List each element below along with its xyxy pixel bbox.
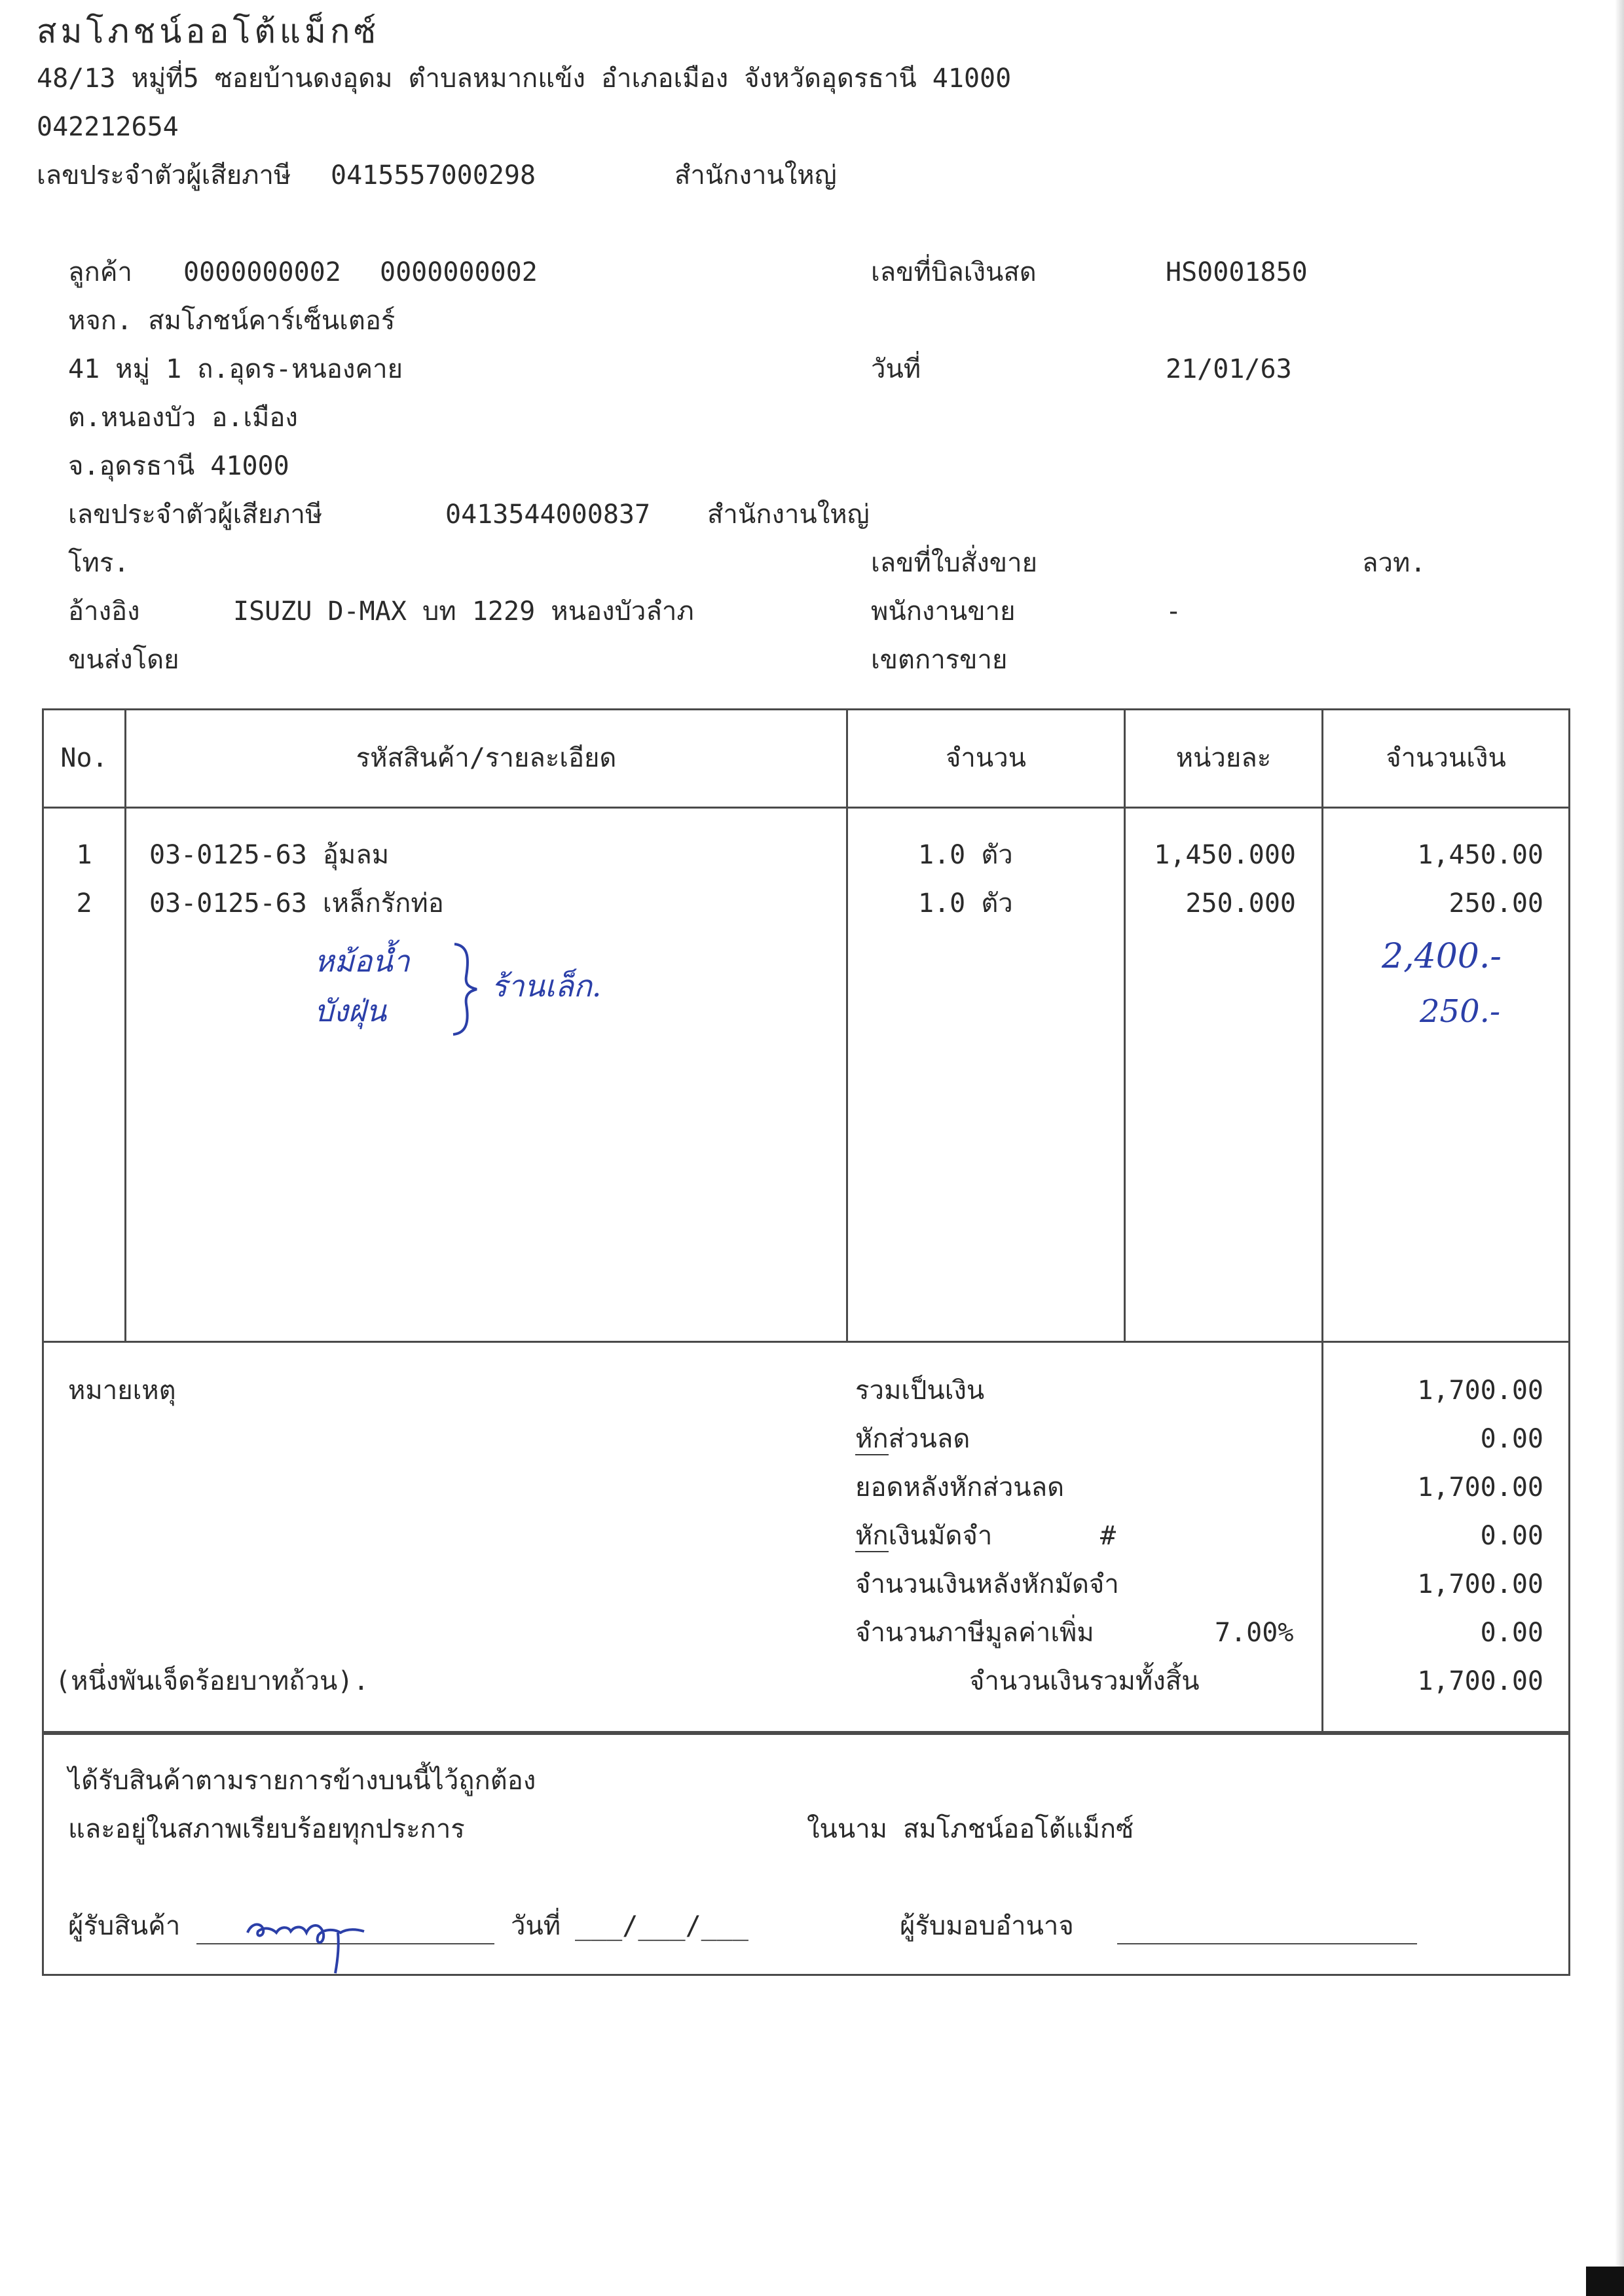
reference-label: อ้างอิง [68, 596, 140, 627]
subtotal-value: 1,700.00 [1417, 1376, 1543, 1406]
remark-label: หมายเหตุ [68, 1376, 176, 1406]
grand-total-value: 1,700.00 [1417, 1666, 1543, 1696]
customer-tax-label: เลขประจำตัวผู้เสียภาษี [68, 500, 323, 530]
handwritten-note-mudguard: บังฝุ่น [314, 993, 387, 1029]
customer-address-3: จ.อุดรธานี 41000 [68, 451, 289, 481]
acknowledgement-line-1: ได้รับสินค้าตามรายการข้างบนนี้ไว้ถูกต้อง [68, 1766, 536, 1796]
discount-value: 0.00 [1480, 1424, 1543, 1454]
subtotal-label: รวมเป็นเงิน [855, 1376, 985, 1406]
bill-date: 21/01/63 [1166, 354, 1292, 384]
company-name: สมโภชน์ออโต้แม็กซ์ [37, 12, 380, 50]
company-branch: สำนักงานใหญ่ [674, 160, 837, 191]
vat-rate: 7.00% [1215, 1618, 1294, 1648]
amount-in-words: (หนึ่งพันเจ็ดร้อยบาทถ้วน). [55, 1666, 369, 1696]
salesperson-value: - [1166, 596, 1182, 627]
after-discount-label: ยอดหลังหักส่วนลด [855, 1472, 1065, 1503]
header-unit-price: หน่วยละ [1175, 743, 1272, 773]
row-description: 03-0125-63 อุ้มลม [149, 840, 390, 870]
col-divider-desc [846, 708, 848, 1342]
row-unit-price: 250.000 [1185, 888, 1296, 919]
header-description: รหัสสินค้า/รายละเอียด [356, 743, 617, 773]
receiver-label: ผู้รับสินค้า [68, 1911, 181, 1941]
row-unit-price: 1,450.000 [1154, 840, 1296, 870]
handwritten-amount-2: 250.- [1420, 993, 1501, 1030]
customer-label: ลูกค้า [68, 257, 132, 287]
handwritten-note-shop: ร้านเล็ก. [491, 968, 602, 1004]
col-divider-no [124, 708, 126, 1342]
col-divider-qty [1124, 708, 1126, 1342]
discount-label-deduct: หัก [855, 1424, 889, 1454]
header-quantity: จำนวน [945, 743, 1027, 773]
vat-label: จำนวนภาษีมูลค่าเพิ่ม [855, 1618, 1094, 1648]
header-no: No. [60, 743, 108, 773]
row-amount: 250.00 [1449, 888, 1543, 919]
on-behalf-of: ในนาม สมโภชน์ออโต้แม็กซ์ [807, 1814, 1134, 1844]
company-tax-id: 0415557000298 [331, 160, 536, 191]
receiver-signature-icon [242, 1906, 386, 1978]
deposit-mark: # [1100, 1521, 1116, 1551]
reference-value: ISUZU D-MAX บท 1229 หนองบัวลำภ [233, 596, 694, 627]
handwritten-brace-icon [449, 940, 482, 1038]
row-no: 2 [76, 888, 92, 919]
customer-code-2: 0000000002 [380, 257, 538, 287]
row-no: 1 [76, 840, 92, 870]
row-quantity: 1.0 ตัว [918, 840, 1013, 870]
authorized-signature-line [1117, 1943, 1417, 1944]
authorized-label: ผู้รับมอบอำนาจ [900, 1911, 1074, 1941]
header-amount: จำนวนเงิน [1386, 743, 1506, 773]
customer-address-2: ต.หนองบัว อ.เมือง [68, 403, 298, 433]
row-amount: 1,450.00 [1417, 840, 1543, 870]
customer-address-1: 41 หมู่ 1 ถ.อุดร-หนองคาย [68, 354, 403, 384]
scan-corner-mark [1586, 2267, 1624, 2296]
row-quantity: 1.0 ตัว [918, 888, 1013, 919]
handwritten-amount-1: 2,400.- [1382, 937, 1502, 976]
customer-tax-id: 0413544000837 [445, 500, 651, 530]
customer-code-1: 0000000002 [183, 257, 341, 287]
discount-label-text: ส่วนลด [888, 1424, 970, 1454]
receive-date-blank: ___/___/___ [575, 1911, 748, 1941]
table-body-divider [42, 1341, 1570, 1343]
sales-order-label: เลขที่ใบสั่งขาย [871, 548, 1038, 578]
customer-phone-label: โทร. [68, 548, 130, 578]
sales-order-extra: ลวท. [1362, 548, 1426, 578]
acknowledgement-line-2: และอยู่ในสภาพเรียบร้อยทุกประการ [68, 1814, 465, 1844]
after-deposit-value: 1,700.00 [1417, 1569, 1543, 1599]
bill-no: HS0001850 [1166, 257, 1308, 287]
vat-value: 0.00 [1480, 1618, 1543, 1648]
deposit-label [855, 1519, 992, 1553]
grand-total-label: จำนวนเงินรวมทั้งสิ้น [969, 1666, 1200, 1696]
salesperson-label: พนักงานขาย [871, 596, 1016, 627]
table-header-divider [42, 807, 1570, 809]
customer-name: หจก. สมโภชน์คาร์เซ็นเตอร์ [68, 306, 396, 336]
sales-area-label: เขตการขาย [871, 645, 1008, 675]
deposit-value: 0.00 [1480, 1521, 1543, 1551]
discount-label [855, 1422, 970, 1456]
row-description: 03-0125-63 เหล็กรักท่อ [149, 888, 444, 919]
company-tax-label: เลขประจำตัวผู้เสียภาษี [37, 160, 291, 191]
customer-branch: สำนักงานใหญ่ [707, 500, 870, 530]
bill-date-label: วันที่ [871, 354, 921, 384]
deposit-label-deduct: หัก [855, 1521, 889, 1551]
company-address: 48/13 หมู่ที่5 ซอยบ้านดงอุดม ตำบลหมากแข้ง อำเภอเมือง จังหวัดอุดรธานี 41000 [37, 64, 1012, 94]
after-deposit-label: จำนวนเงินหลังหักมัดจำ [855, 1569, 1119, 1599]
scan-edge-shadow [1615, 0, 1624, 2296]
deposit-label-text: เงินมัดจำ [888, 1521, 993, 1551]
handwritten-note-radiator: หม้อน้ำ [314, 943, 410, 979]
after-discount-value: 1,700.00 [1417, 1472, 1543, 1503]
receive-date-label: วันที่ [511, 1911, 561, 1941]
shipping-label: ขนส่งโดย [68, 645, 179, 675]
company-phone: 042212654 [37, 112, 179, 142]
bill-no-label: เลขที่บิลเงินสด [871, 257, 1037, 287]
